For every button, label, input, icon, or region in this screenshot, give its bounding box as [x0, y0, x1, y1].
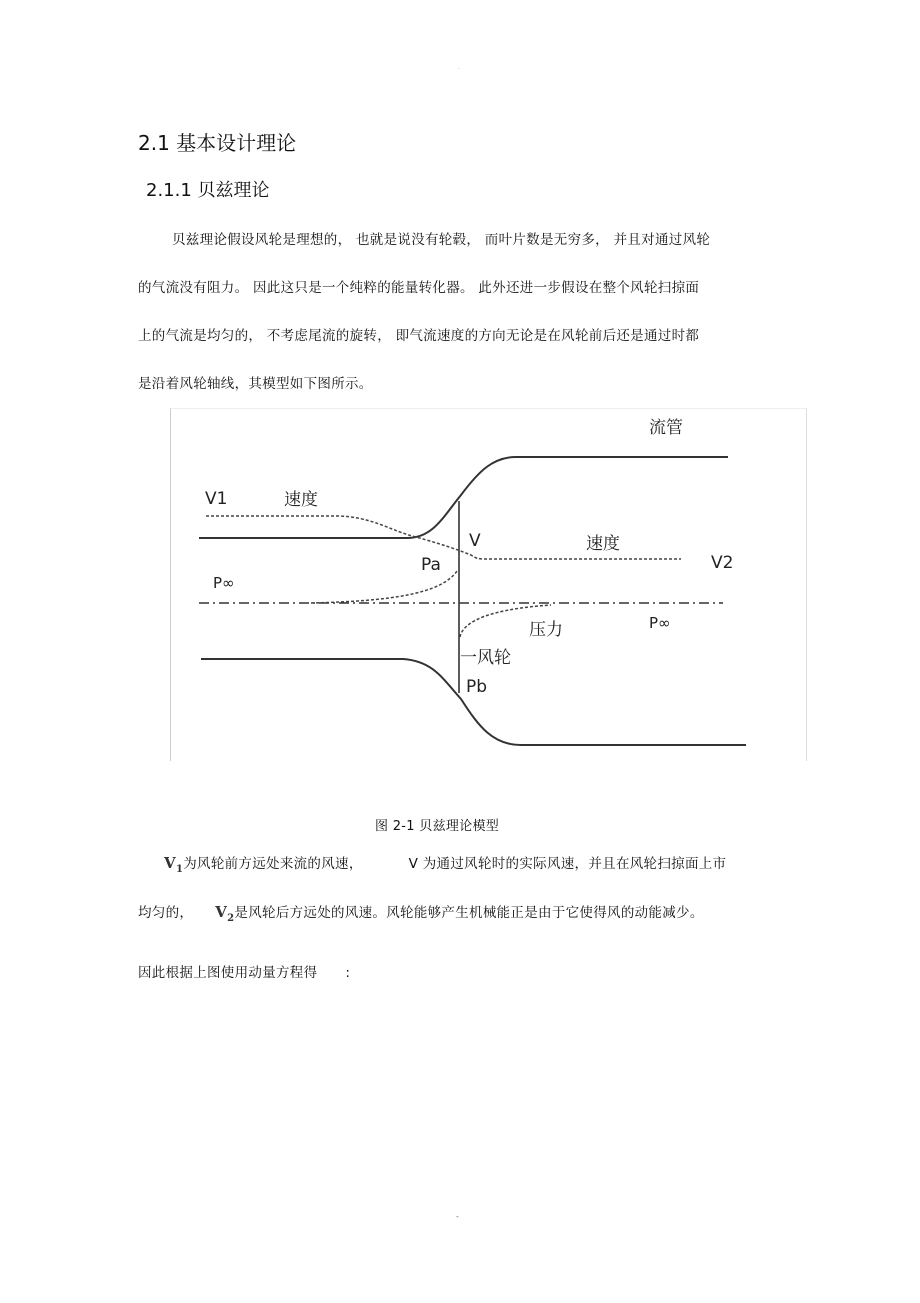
label-pressure: 压力: [529, 620, 563, 640]
text: 为风轮前方远处来流的风速，: [183, 856, 363, 872]
text: :: [345, 965, 351, 981]
label-stream-tube: 流管: [649, 418, 683, 438]
label-v: V: [469, 531, 481, 551]
label-pb: Pb: [466, 677, 488, 697]
label-p-infinity-left: P∞: [213, 574, 235, 592]
header-mark: .: [458, 64, 460, 71]
pressure-curve-before: [311, 571, 457, 603]
paragraph-line: [138, 961, 350, 981]
label-pa: Pa: [421, 555, 441, 575]
paragraph-line: 上的气流是均匀的， 不考虑尾流的旋转， 即气流速度的方向无论是在风轮前后还是通过时都: [138, 328, 700, 344]
v1-symbol: $V_1$: [164, 854, 184, 875]
subsection-heading: 2.1.1 贝兹理论: [146, 180, 270, 201]
paragraph-line: 是沿着风轮轴线，其模型如下图所示。: [138, 376, 373, 392]
v2-symbol: $V_2$: [215, 903, 235, 924]
betz-model-figure: [170, 408, 807, 761]
text: 因此根据上图使用动量方程得: [138, 965, 318, 981]
figure-caption: 图 2-1 贝兹理论模型: [375, 819, 500, 834]
label-rotor: 一风轮: [460, 648, 511, 668]
text: 是风轮后方远处的风速。风轮能够产生机械能正是由于它使得风的动能减少。: [234, 905, 704, 921]
paragraph-line: 的气流没有阻力。 因此这只是一个纯粹的能量转化器。 此外还进一步假设在整个风轮扫掠面: [138, 280, 700, 296]
paragraph-line: [138, 901, 704, 924]
label-v1: V1: [205, 489, 228, 509]
label-velocity-left: 速度: [284, 490, 318, 510]
footer-mark: -: [456, 1212, 459, 1221]
text: 均匀的，: [138, 905, 194, 921]
betz-diagram: [171, 409, 806, 761]
label-v2: V2: [711, 553, 734, 573]
paragraph-line: 贝兹理论假设风轮是理想的， 也就是说没有轮毂， 而叶片数是无穷多， 并且对通过风轮: [172, 232, 711, 248]
text: V 为通过风轮时的实际风速，并且在风轮扫掠面上市: [408, 856, 727, 872]
label-velocity-right: 速度: [586, 534, 620, 554]
label-p-infinity-right: P∞: [649, 614, 671, 632]
stream-tube-lower: [201, 659, 746, 745]
paragraph-line: [164, 852, 726, 875]
section-heading: 2.1 基本设计理论: [138, 131, 297, 155]
stream-tube-upper: [199, 457, 728, 538]
